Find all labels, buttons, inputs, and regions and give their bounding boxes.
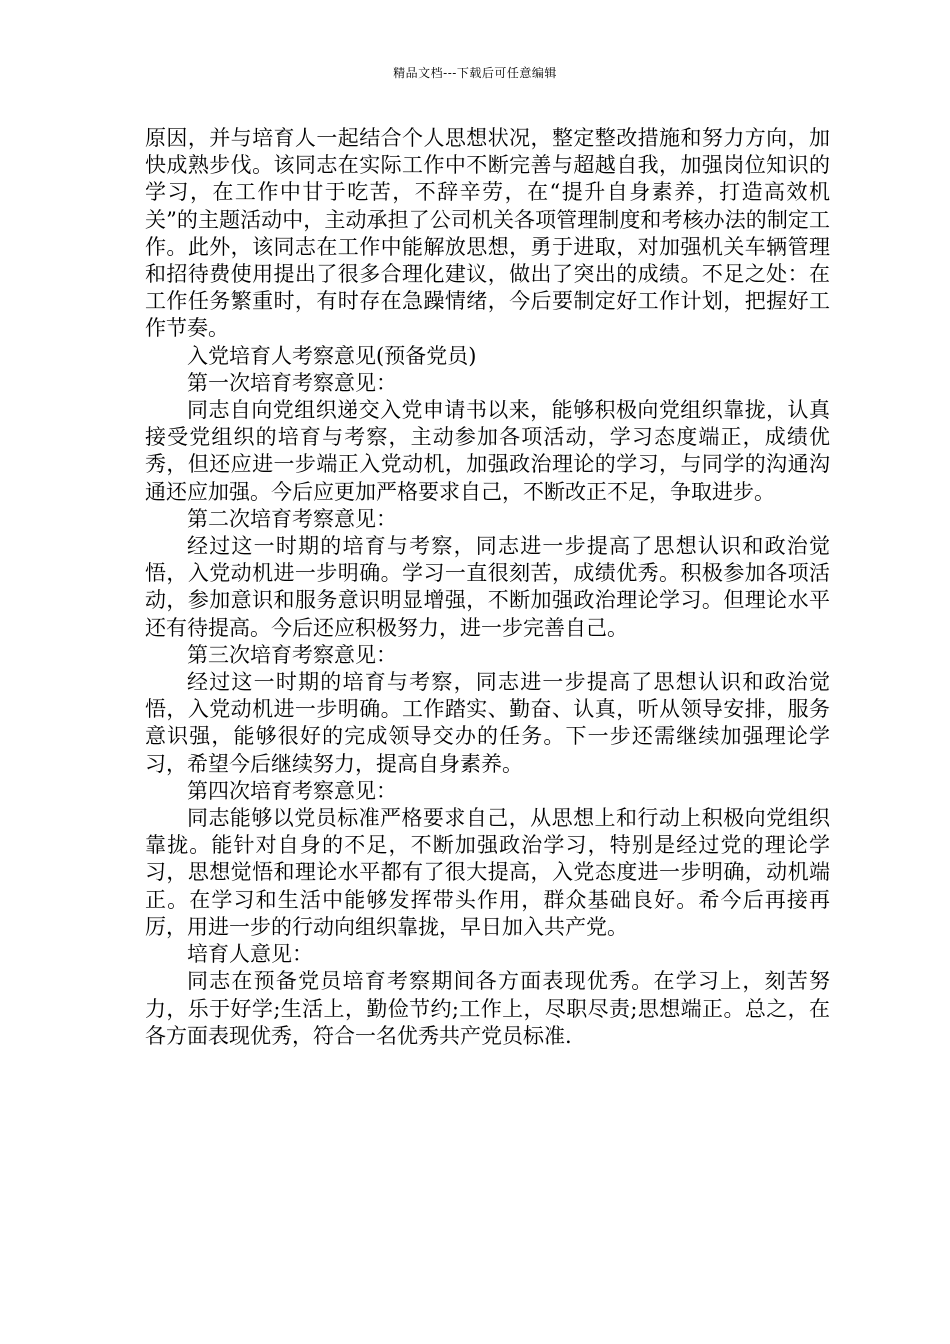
section-heading-fourth: 第四次培育考察意见： [187,778,397,803]
paragraph-continuation: 原因，并与培育人一起结合个人思想状况，整定整改措施和努力方向，加快成熟步伐。该同志在实际工作中不断完善与超越自我，加强岗位知识的学习，在工作中甘于吃苦，不辞辛劳，在“提升自身素养，打造高效机关”的主题活动中，主动承担了公司机关各项管理制度和考核办法的制定工作。此外，该同志在工作中能解放思想，勇于进取，对加强机关车辆管理和招待费使用提出了很多合理化建议，做出了突出的成绩。不足之处：在工作任务繁重时，有时存在急躁情绪，今后要制定好工作计划，把握好工作节奏。 [145,126,830,341]
document-body [145,125,830,1050]
page-header: 精品文档---下载后可任意编辑 [393,66,557,80]
section-heading-trainer: 培育人意见： [187,942,313,967]
paragraph-first-opinion: 同志自向党组织递交入党申请书以来，能够积极向党组织靠拢，认真接受党组织的培育与考察，主动参加各项活动，学习态度端正，成绩优秀，但还应进一步端正入党动机，加强政治理论的学习，与同学的沟通沟通还应加强。今后应更加严格要求自己，不断改正不足，争取进步。 [145,398,830,504]
paragraph-second-opinion: 经过这一时期的培育与考察，同志进一步提高了思想认识和政治觉悟，入党动机进一步明确。学习一直很刻苦，成绩优秀。积极参加各项活动，参加意识和服务意识明显增强，不断加强政治理论学习。但理论水平还有待提高。今后还应积极努力，进一步完善自己。 [145,534,830,640]
section-title: 入党培育人考察意见(预备党员) [187,343,477,368]
section-heading-second: 第二次培育考察意见： [187,506,397,531]
section-heading-third: 第三次培育考察意见： [187,642,397,667]
section-heading-first: 第一次培育考察意见： [187,370,397,395]
paragraph-fourth-opinion: 同志能够以党员标准严格要求自己，从思想上和行动上积极向党组织靠拢。能针对自身的不足，不断加强政治学习，特别是经过党的理论学习，思想觉悟和理论水平都有了很大提高，入党态度进一步明确，动机端正。在学习和生活中能够发挥带头作用，群众基础良好。希今后再接再厉，用进一步的行动向组织靠拢，早日加入共产党。 [145,806,830,939]
paragraph-trainer-opinion: 同志在预备党员培育考察期间各方面表现优秀。在学习上，刻苦努力，乐于好学;生活上，勤俭节约;工作上，尽职尽责;思想端正。总之，在各方面表现优秀，符合一名优秀共产党员标准. [145,969,830,1048]
paragraph-third-opinion: 经过这一时期的培育与考察，同志进一步提高了思想认识和政治觉悟，入党动机进一步明确。工作踏实、勤奋、认真，听从领导安排，服务意识强，能够很好的完成领导交办的任务。下一步还需继续加强理论学习，希望今后继续努力，提高自身素养。 [145,670,830,776]
